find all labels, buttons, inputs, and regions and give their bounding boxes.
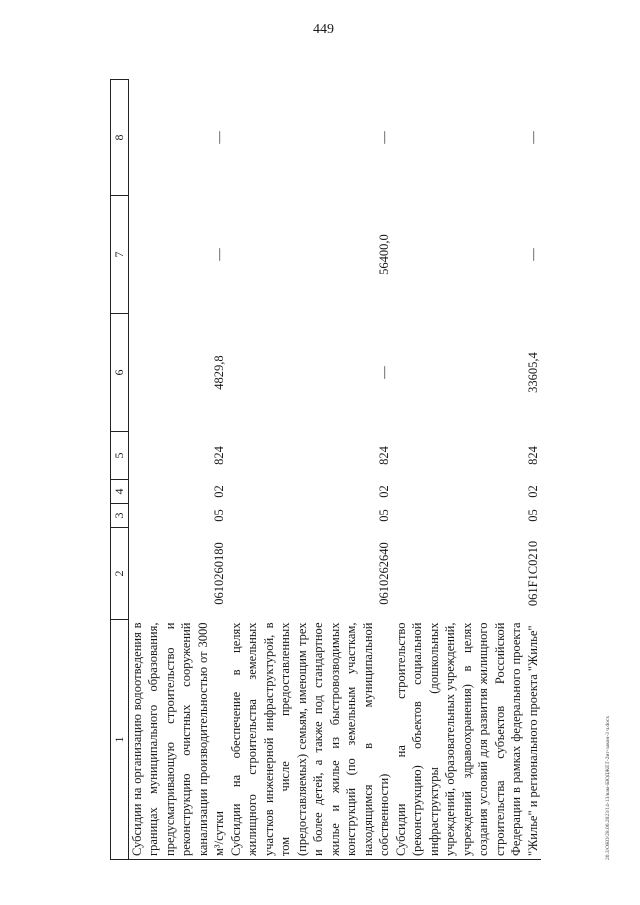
row-amount-2025: — [212,131,226,144]
row-expense-type: 824 [212,446,226,465]
row-expense-type: 824 [525,446,540,465]
row-amount-2024: — [525,248,540,261]
row-subsection: 02 [212,485,226,498]
page-number: 449 [313,22,334,37]
row-amount-2023: — [377,366,391,379]
table-row [393,80,542,860]
col-header-1: 1 [111,620,129,860]
row-code: 0610262640 [377,542,391,605]
row-description: Субсидии на обеспечение в целях жилищного строительства земельных участков инженерной инфраструктурой, в том числе предоставленных (предоставляемых) семьям, имеющим трех и более детей, а также под стандартное жилье и жилье из быстровозводимых конструкций (по земельным участкам, находящимся в муниципальной собственности) [228,620,393,860]
rotated-table-area [110,80,540,860]
row-amount-2023: 33605,4 [525,352,540,393]
row-description: Субсидии на организацию водоотведения в границах муниципального образования, предусматривающую строительство и реконструкцию очистных сооружений канализации производительностью от 3000 м³/сутки [128,620,228,860]
row-amount-2025: — [525,131,540,144]
col-header-7: 7 [111,196,129,314]
table-row [228,80,393,860]
row-amount-2023: 4829,8 [212,355,226,390]
row-subsection: 02 [377,485,391,498]
row-code: 061F1C0210 [525,540,540,607]
row-code: 0610260180 [212,542,226,605]
row-expense-type: 824 [377,446,391,465]
col-header-8: 8 [111,80,129,196]
row-section: 05 [525,509,540,522]
table-row [128,80,228,860]
file-path-note: 20.3/ОКО/28.06.2023/14-13/вам-БЮДЖЕТ-2нт-закон-3 ч.docx [605,715,611,860]
row-amount-2024: 56400,0 [377,234,391,275]
row-amount-2024: — [212,248,226,261]
col-header-5: 5 [111,432,129,480]
header-row [111,80,129,860]
row-amount-2025: — [377,131,391,144]
row-subsection: 02 [525,485,540,498]
col-header-3: 3 [111,504,129,528]
row-description: Субсидии на строительство (реконструкцию) объектов социальной инфраструктуры (дошкольных учреждений, образовательных учреждений, учреждений здравоохранения) в целях создания условий для развития жилищного строительства субъектов Российской Федерации в рамках федерального проекта "Жилье" и регионального проекта "Жилье" [393,620,542,860]
col-header-6: 6 [111,314,129,432]
row-section: 05 [377,509,391,522]
budget-table [110,79,541,860]
col-header-4: 4 [111,480,129,504]
row-section: 05 [212,509,226,522]
col-header-2: 2 [111,528,129,620]
